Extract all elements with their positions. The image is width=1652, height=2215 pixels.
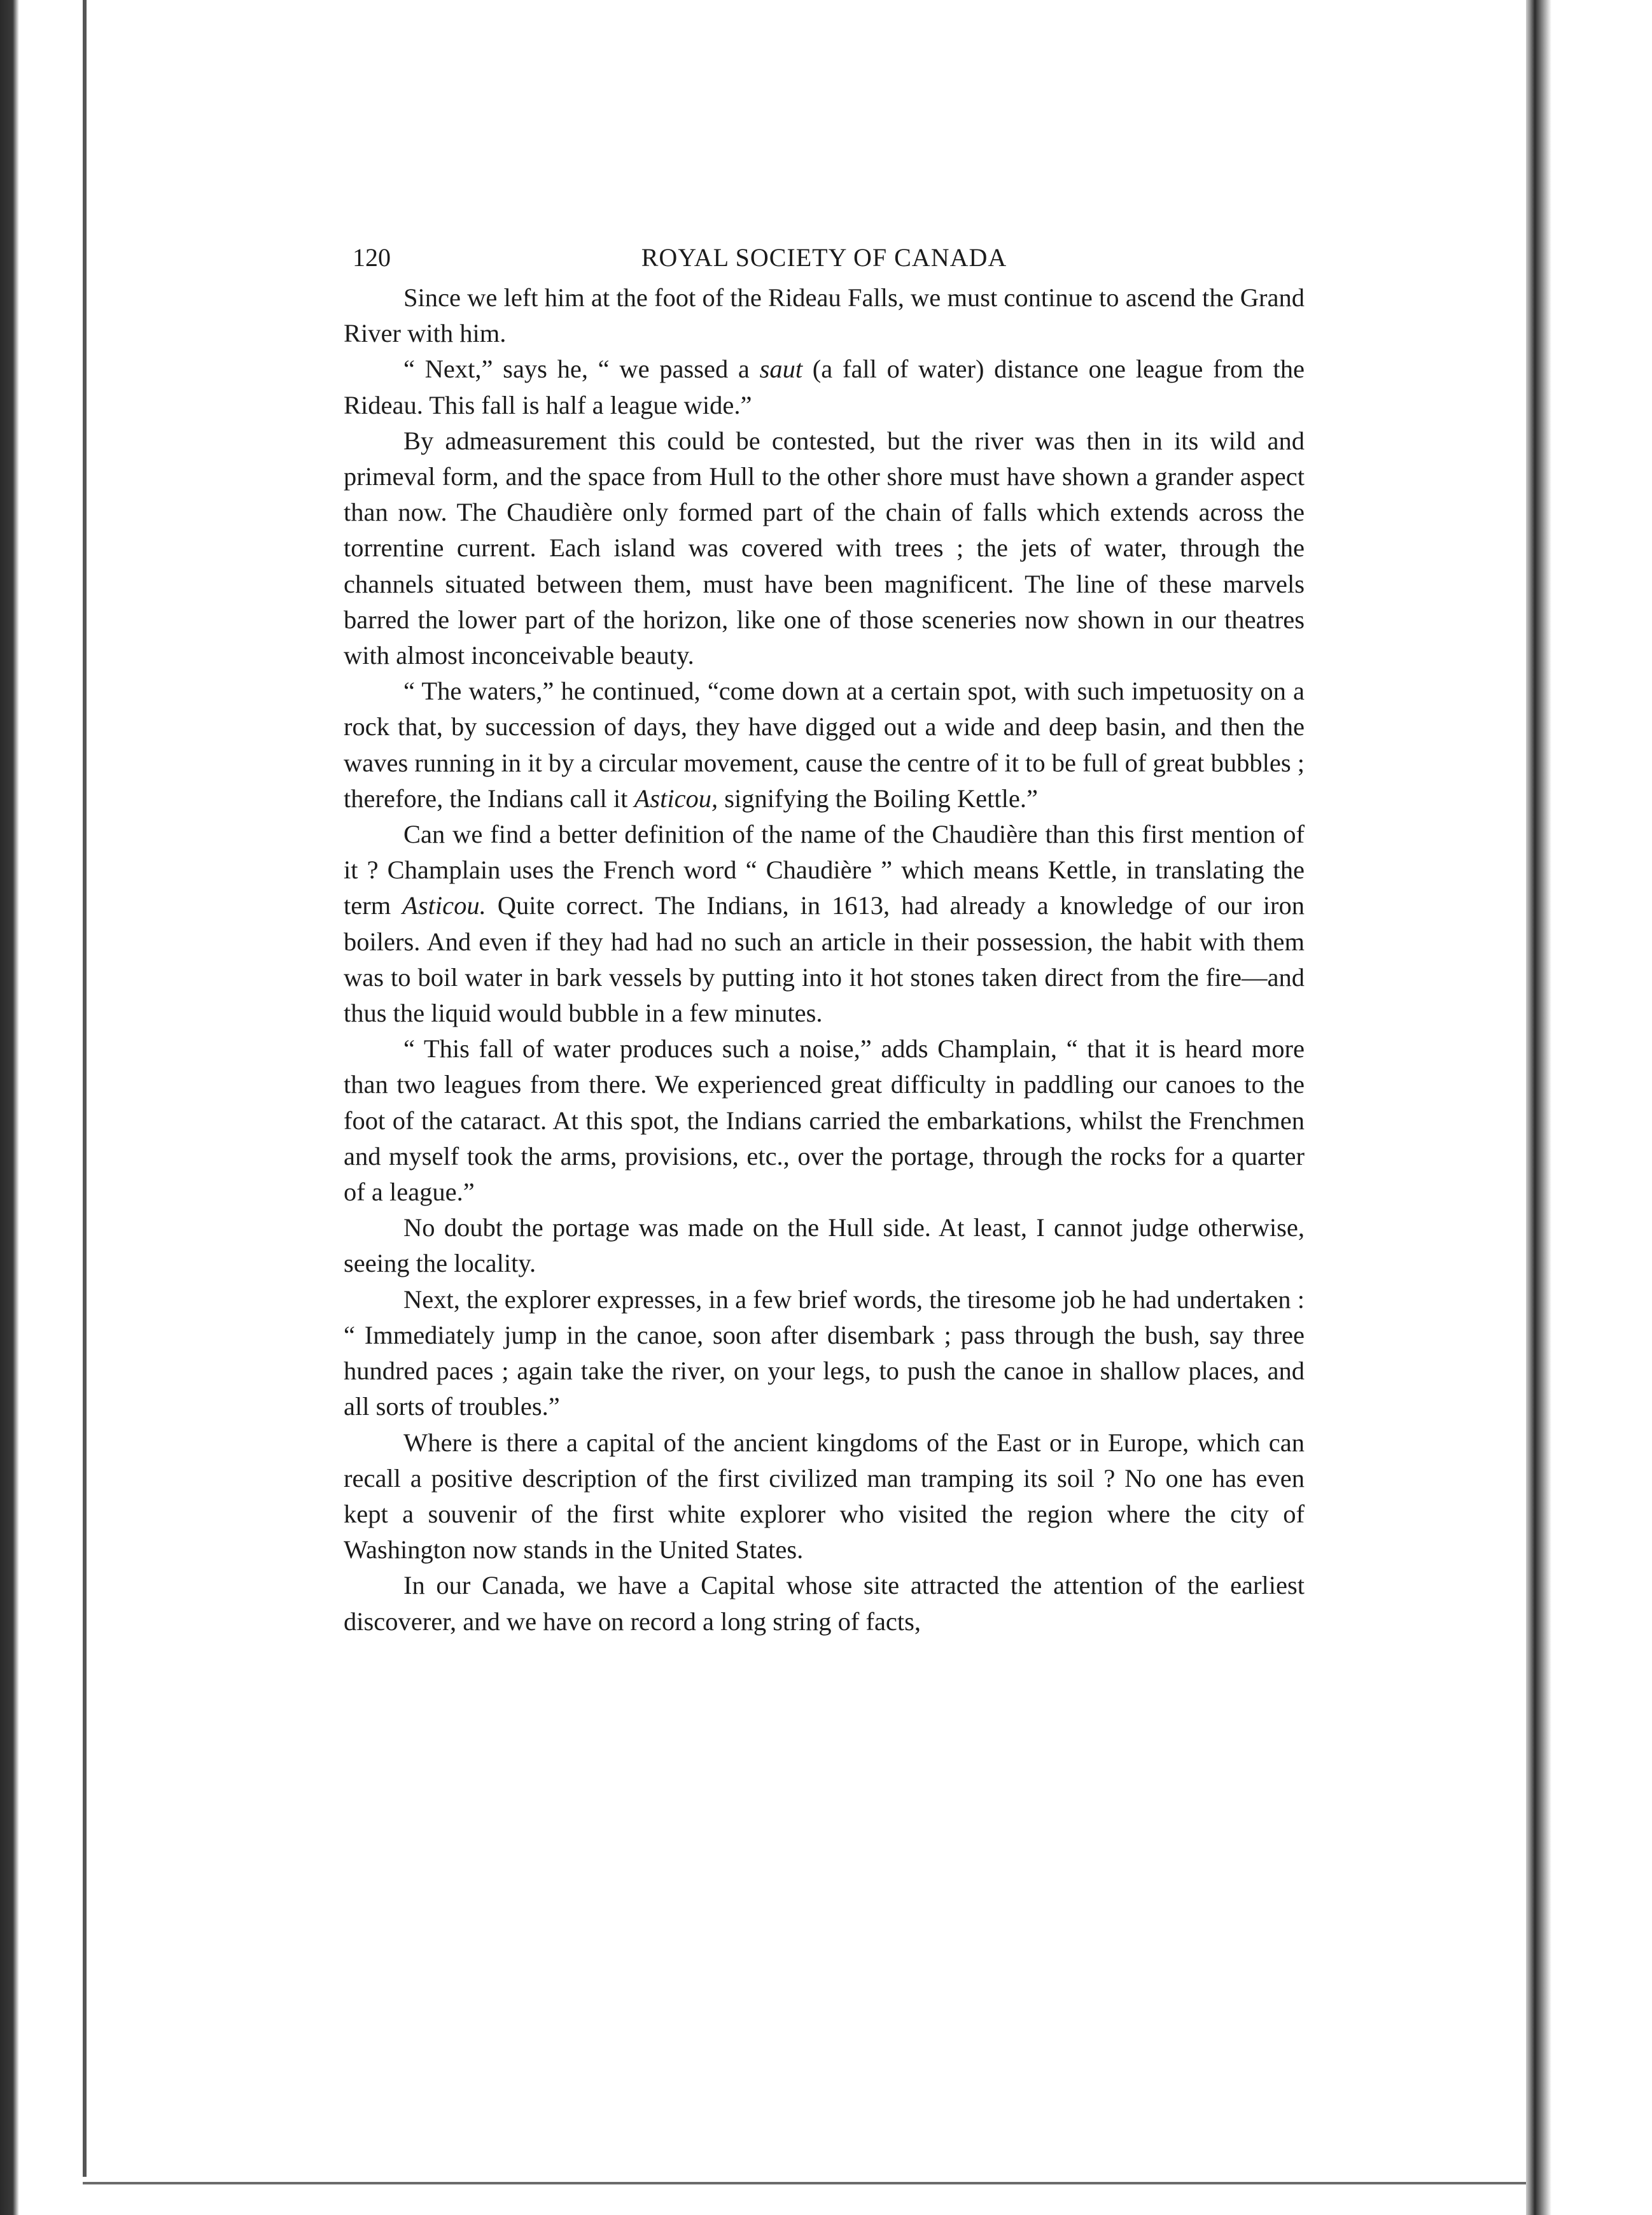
text-run: “ Next,” says he, “ we passed a <box>403 355 760 384</box>
paragraph <box>344 1568 1305 1639</box>
italic-text: Asticou, <box>634 784 718 813</box>
text-run: (a fall of water) distance one league from the Rideau. This fall is half a league wide.” <box>344 355 1305 419</box>
text-run: In our Canada, we have a Capital whose site attracted the attention of the earliest discoverer, and we have on record a long string of facts, <box>344 1571 1305 1636</box>
text-run: “ This fall of water produces such a noise,” adds Champlain, “ that it is heard more than two leagues from there. We experienced great difficulty in paddling our canoes to the foot of the cataract. At this spot, the Indians carried the embarkations, whilst the Frenchmen and myself took the arms, provisions, etc., over the portage, through the rocks for a quarter of a league.” <box>344 1034 1305 1207</box>
book-page <box>344 236 1305 1640</box>
text-run: Since we left him at the foot of the Rideau Falls, we must continue to ascend the Grand River with him. <box>344 283 1305 348</box>
paragraph <box>344 673 1305 817</box>
journal-title: ROYAL SOCIETY OF CANADA <box>641 243 1007 272</box>
scan-left-edge <box>0 0 19 2215</box>
body-text <box>344 280 1305 1640</box>
italic-text: Asticou. <box>402 891 486 920</box>
italic-text: saut <box>759 355 803 384</box>
paragraph <box>344 351 1305 423</box>
text-run: Where is there a capital of the ancient kingdoms of the East or in Europe, which can recall a positive description of the first civilized man tramping its soil ? No one has even kept a souvenir of the first white explorer who visited the region where the city of Washington now stands in the United States. <box>344 1428 1305 1565</box>
running-head <box>344 236 1305 280</box>
paragraph <box>344 1282 1305 1425</box>
paragraph <box>344 1210 1305 1281</box>
scan-bottom-edge <box>83 2182 1527 2184</box>
text-run: signifying the Boiling Kettle.” <box>718 784 1038 813</box>
paragraph <box>344 280 1305 351</box>
paragraph <box>344 423 1305 673</box>
text-run: By admeasurement this could be contested, but the river was then in its wild and primeval form, and the space from Hull to the other shore must have shown a grander aspect than now. The Chaudière only formed part of the chain of falls which extends across the torrentine current. Each island was covered with trees ; the jets of water, through the channels situated between them, must have been magnificent. The line of these marvels barred the lower part of the horizon, like one of those sceneries now shown in our theatres with almost inconceivable beauty. <box>344 426 1305 670</box>
text-run: No doubt the portage was made on the Hull side. At least, I cannot judge otherwise, seeing the locality. <box>344 1213 1305 1278</box>
text-run: Can we find a better definition of the name of the Chaudière than this first mention of it ? Champlain uses the French word “ Chaudière ” which means Kettle, in translating the term <box>344 820 1305 920</box>
page-number: 120 <box>353 243 391 272</box>
text-run: Quite correct. The Indians, in 1613, had already a knowledge of our iron boilers. And even if they had had no such an article in their possession, the habit with them was to boil water in bark vessels by putting into it hot stones taken direct from the fire—and thus the liquid would bubble in a few minutes. <box>344 891 1305 1028</box>
scan-left-margin-line <box>83 0 87 2177</box>
paragraph <box>344 1425 1305 1568</box>
text-run: Next, the explorer expresses, in a few brief words, the tiresome job he had undertaken : “ Immediately jump in the canoe, soon after disembark ; pass through the bush, say three hundred paces ; again take the river, on your legs, to push the canoe in shallow places, and all sorts of troubles.” <box>344 1284 1305 1421</box>
text-run: “ The waters,” he continued, “come down at a certain spot, with such impetuosity on a rock that, by succession of days, they have digged out a wide and deep basin, and then the waves running in it by a circular movement, cause the centre of it to be full of great bubbles ; therefore, the Indians call it <box>344 677 1305 813</box>
paragraph <box>344 817 1305 1031</box>
book-gutter-shadow <box>1526 0 1652 2215</box>
paragraph <box>344 1031 1305 1210</box>
